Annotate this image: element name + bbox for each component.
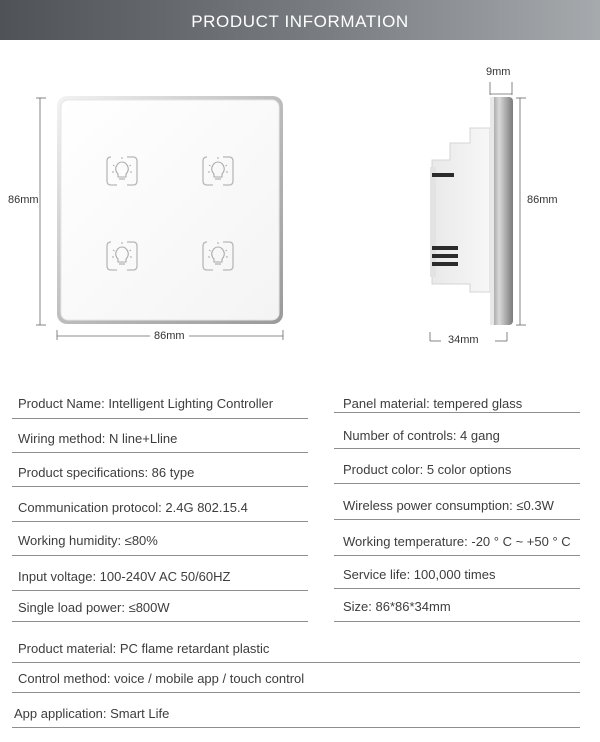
row-divider: [12, 662, 580, 663]
row-divider: [334, 555, 580, 556]
spec-control-method: Control method: voice / mobile app / touch control: [18, 671, 305, 686]
spec-panel-material: Panel material: tempered glass: [343, 396, 523, 411]
side-depth-label: 34mm: [448, 334, 479, 346]
side-thickness-label: 9mm: [486, 66, 511, 78]
spec-product-specifications: Product specifications: 86 type: [18, 465, 195, 480]
spec-product-material: Product material: PC flame retardant plastic: [18, 641, 270, 656]
side-height-dimension: [516, 98, 526, 325]
row-divider: [12, 418, 308, 419]
switch-side-view: [430, 97, 513, 325]
row-divider: [334, 519, 580, 520]
row-divider: [334, 621, 580, 622]
row-divider: [334, 448, 580, 449]
spec-wiring-method: Wiring method: N line+Lline: [18, 431, 178, 446]
side-thickness-dimension: [490, 82, 512, 95]
spec-working-temperature: Working temperature: -20 ° C ~ +50 ° C: [343, 534, 571, 549]
front-height-label: 86mm: [8, 194, 39, 206]
spec-wireless-power: Wireless power consumption: ≤0.3W: [343, 498, 554, 513]
spec-product-name: Product Name: Intelligent Lighting Controller: [18, 396, 274, 411]
row-divider: [12, 521, 308, 522]
front-width-label: 86mm: [150, 330, 189, 342]
side-height-label: 86mm: [527, 194, 558, 206]
row-divider: [12, 590, 308, 591]
row-divider: [12, 452, 308, 453]
switch-front-panel: [57, 96, 283, 324]
spec-number-of-controls: Number of controls: 4 gang: [343, 428, 500, 443]
row-divider: [12, 486, 308, 487]
spec-product-color: Product color: 5 color options: [343, 462, 512, 477]
page-title: PRODUCT INFORMATION: [191, 12, 409, 31]
spec-service-life: Service life: 100,000 times: [343, 567, 496, 582]
spec-app-application: App application: Smart Life: [14, 706, 170, 721]
spec-size: Size: 86*86*34mm: [343, 599, 451, 614]
front-height-dimension: [36, 98, 46, 325]
product-diagram: [0, 40, 600, 370]
row-divider: [334, 483, 580, 484]
row-divider: [334, 588, 580, 589]
spec-input-voltage: Input voltage: 100-240V AC 50/60HZ: [18, 569, 231, 584]
row-divider: [12, 727, 580, 728]
spec-communication-protocol: Communication protocol: 2.4G 802.15.4: [18, 500, 248, 515]
spec-single-load-power: Single load power: ≤800W: [18, 600, 170, 615]
spec-working-humidity: Working humidity: ≤80%: [18, 533, 158, 548]
row-divider: [12, 621, 308, 622]
row-divider: [12, 692, 580, 693]
row-divider: [334, 412, 580, 413]
row-divider: [12, 555, 308, 556]
